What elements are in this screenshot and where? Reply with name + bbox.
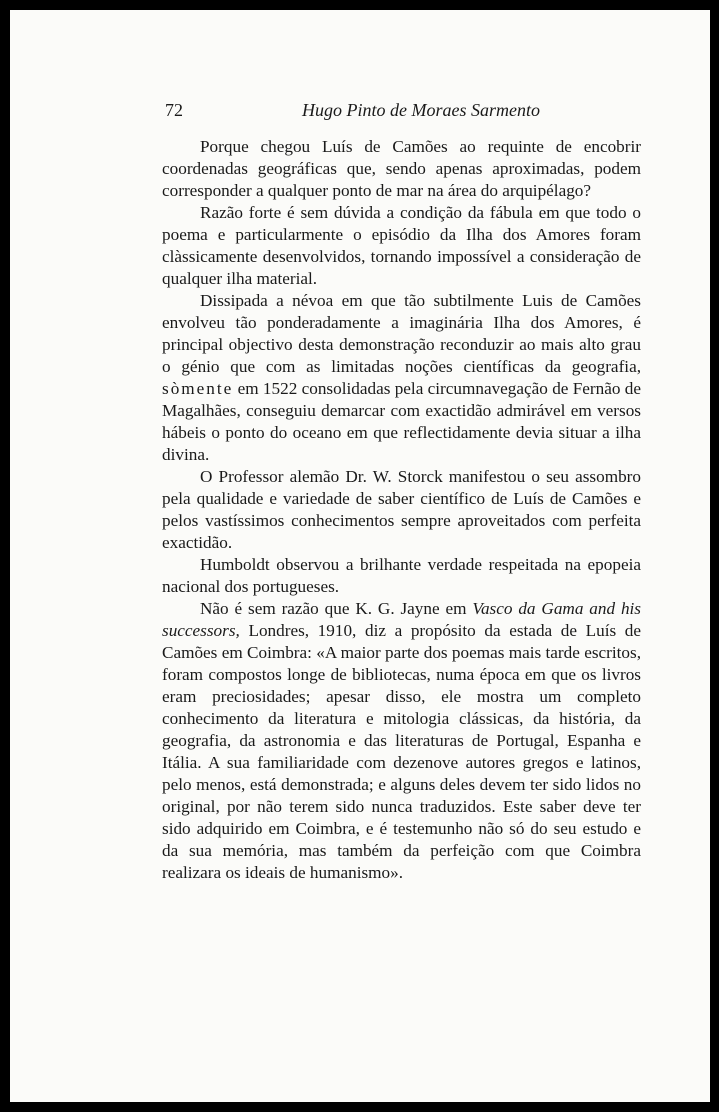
page-number: 72 [165, 100, 183, 120]
page-header [165, 100, 540, 124]
running-head: Hugo Pinto de Moraes Sarmento [302, 100, 540, 120]
paragraph-6 [162, 598, 641, 884]
spaced-word: sòmente [162, 379, 234, 398]
paragraph-6-part-a: Não é sem razão que K. G. Jayne em [200, 599, 467, 618]
paragraph-3 [162, 290, 641, 466]
paragraph-2: Razão forte é sem dúvida a condição da fábula em que todo o poema e particularmente o episódio da Ilha dos Amores foram clàssicamente desenvolvidos, tornando impossível a consideração de qualquer ilha material. [162, 203, 641, 288]
paragraph-1: Porque chegou Luís de Camões ao requinte de encobrir coordenadas geográficas que, sendo apenas aproximadas, podem corresponder a qualquer ponto de mar na área do arquipélago? [162, 137, 641, 200]
paragraph-6-part-b: Londres, 1910, diz a propósito da estada de Luís de Camões em Coimbra: «A maior parte dos poemas mais tarde escritos, foram compostos longe de bibliotecas, numa época em que os livros eram preciosidades; apesar disso, ele mostra um completo conhecimento da literatura e mitologia clássicas, da história, da geografia, da astronomia e das literaturas de Portugal, Espanha e Itália. A sua familiaridade com dezenove autores gregos e latinos, pelo menos, está demonstrada; e alguns deles devem ter sido lidos no original, por não terem sido nunca traduzidos. Este saber deve ter sido adquirido em Coimbra, e é testemunho não só do seu estudo e da sua memória, mas também da perfeição com que Coimbra realizara os ideais de humanismo». [162, 621, 642, 882]
paragraph-3-part-a: Dissipada a névoa em que tão subtilmente Luis de Camões envolveu tão ponderadamente a imaginária Ilha dos Amores, é principal objectivo desta demonstração reconduzir ao mais alto grau o génio que com as limitadas noções científicas da geografia, [162, 291, 641, 376]
book-title: Vasco da Gama and his successors, [162, 599, 641, 640]
paragraph-3-part-b: em 1522 consolidadas pela circumnavegação de Fernão de Magalhães, conseguiu demarcar com exactidão admirável em versos hábeis o ponto do oceano em que reflectidamente devia situar a ilha divina. [162, 379, 642, 464]
paragraph-5: Humboldt observou a brilhante verdade respeitada na epopeia nacional dos portugueses. [162, 555, 641, 596]
book-page [10, 10, 710, 1102]
body-text [162, 136, 641, 884]
paragraph-4: O Professor alemão Dr. W. Storck manifestou o seu assombro pela qualidade e variedade de saber científico de Luís de Camões e pelos vastíssimos conhecimentos sempre aproveitados com perfeita exactidão. [162, 467, 641, 552]
